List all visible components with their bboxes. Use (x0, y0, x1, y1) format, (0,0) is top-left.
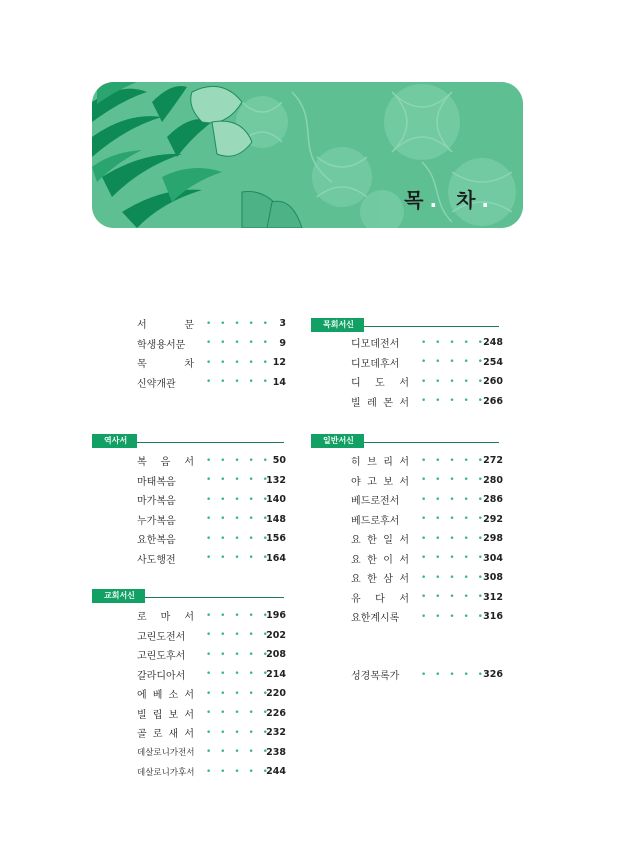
toc-entry-page: 232 (266, 727, 286, 738)
toc-entry-page: 220 (266, 688, 286, 699)
toc-entry-title: 로 마 서 (137, 612, 194, 623)
section-header-church (92, 583, 284, 598)
toc-entry-page: 12 (272, 357, 286, 368)
toc-entry-title: 복 음 서 (137, 457, 194, 468)
toc-entry-title: 디모데전서 (351, 339, 400, 350)
dot-leader: • • • • • (206, 708, 271, 718)
toc-entry (137, 626, 286, 645)
toc-entry-page: 292 (483, 513, 503, 525)
section-header-history (92, 428, 284, 443)
dot-leader: • • • • • (421, 494, 486, 505)
toc-entry-page: 266 (483, 395, 503, 407)
toc-entry-title: 마가복음 (137, 496, 176, 507)
title-banner (92, 82, 523, 228)
toc-entry-page: 9 (279, 337, 286, 349)
dot-leader: • • • • • (421, 514, 486, 524)
dot-leader: • • • • • (206, 318, 271, 329)
toc-entry-title: 사도행전 (137, 554, 176, 566)
toc-entry-page: 272 (483, 455, 503, 466)
toc-entry-page: 50 (272, 455, 286, 466)
toc-entry (137, 606, 286, 625)
toc-entry-title: 신약개관 (137, 378, 176, 390)
toc-entry (351, 372, 503, 391)
toc-entry (137, 490, 286, 509)
toc-entry-page: 308 (483, 572, 503, 583)
toc-entry-title: 고린도후서 (137, 651, 186, 662)
toc-entry-title: 요한복음 (137, 535, 176, 546)
toc-entry-page: 202 (266, 629, 286, 641)
dot-leader: • • • • • (206, 747, 271, 757)
toc-entry (351, 471, 503, 490)
toc-entry (351, 665, 503, 684)
toc-entry (137, 334, 286, 353)
toc-entry (137, 373, 286, 392)
toc-entry-title: 디 도 서 (351, 378, 409, 389)
section-label: 일반서신 (311, 434, 364, 448)
toc-entry-page: 304 (483, 552, 503, 564)
dot-leader: • • • • • (421, 455, 486, 466)
toc-entry-page: 196 (266, 610, 286, 621)
toc-entry (137, 529, 286, 548)
toc-entry-title: 서 문 (137, 320, 194, 331)
toc-entry (351, 451, 503, 470)
toc-entry-title: 목 차 (137, 359, 194, 370)
toc-entry (137, 549, 286, 568)
section-label: 교회서신 (92, 589, 145, 603)
toc-entry-title: 성경목록가 (351, 671, 400, 682)
dot-leader: • • • • • (421, 357, 486, 367)
section-label: 역사서 (92, 434, 137, 448)
dot-leader: • • • • • (206, 766, 271, 777)
toc-entry-page: 164 (266, 552, 286, 564)
section-header-general (311, 428, 499, 443)
toc-entry (137, 471, 286, 490)
toc-entry-title: 요 한 삼 서 (351, 574, 409, 585)
dot-leader: • • • • • (206, 553, 271, 563)
toc-entry-title: 유 다 서 (351, 593, 409, 605)
dot-leader: • • • • • (206, 649, 271, 660)
toc-entry-title: 요 한 일 서 (351, 535, 409, 546)
dot-leader: • • • • • (206, 494, 271, 505)
dot-leader: • • • • • (206, 630, 271, 640)
toc-entry (351, 353, 503, 372)
toc-entry-page: 3 (279, 318, 286, 329)
toc-entry-title: 데살로니가전서 (137, 748, 195, 758)
toc-entry-title: 디모데후서 (351, 358, 400, 370)
toc-entry (351, 490, 503, 509)
dot-leader: • • • • • (421, 669, 486, 680)
dot-leader: • • • • • (206, 338, 271, 348)
dot-leader: • • • • • (421, 376, 486, 387)
toc-entry-page: 238 (266, 746, 286, 758)
toc-entry (137, 743, 286, 762)
toc-entry-page: 286 (483, 494, 503, 505)
dot-leader: • • • • • (206, 357, 271, 368)
toc-entry-page: 214 (266, 668, 286, 680)
toc-entry-page: 260 (483, 376, 503, 387)
toc-entry (137, 451, 286, 470)
toc-entry-title: 고린도전서 (137, 631, 186, 643)
dot-leader: • • • • • (206, 475, 271, 485)
dot-leader: • • • • • (421, 572, 486, 583)
toc-entry (351, 392, 503, 411)
toc-entry-page: 248 (483, 337, 503, 348)
toc-entry-title: 에 베 소 서 (137, 690, 194, 701)
toc-entry-title: 베드로전서 (351, 496, 400, 507)
toc-entry-page: 226 (266, 707, 286, 719)
page-title: 목. 차. (404, 188, 495, 212)
dot-leader: • • • • • (206, 533, 271, 544)
toc-entry (137, 665, 286, 684)
toc-entry-title: 마태복음 (137, 476, 176, 488)
dot-leader: • • • • • (206, 377, 271, 387)
toc-entry-page: 156 (266, 533, 286, 544)
dot-leader: • • • • • (206, 727, 271, 738)
toc-entry-title: 빌 레 몬 서 (351, 397, 409, 409)
toc-entry-title: 갈라디아서 (137, 670, 186, 682)
toc-entry (351, 549, 503, 568)
toc-entry (351, 333, 503, 352)
section-header-pastoral (311, 312, 499, 327)
toc-entry-page: 208 (266, 649, 286, 660)
toc-entry-title: 요한계시록 (351, 613, 400, 624)
toc-entry (351, 510, 503, 529)
toc-entry-title: 빌 립 보 서 (137, 709, 194, 721)
dot-leader: • • • • • (206, 610, 271, 621)
toc-entry (351, 568, 503, 587)
toc-entry-page: 148 (266, 513, 286, 525)
dot-leader: • • • • • (206, 455, 271, 466)
toc-entry-page: 326 (483, 669, 503, 680)
toc-entry-page: 140 (266, 494, 286, 505)
dot-leader: • • • • • (206, 669, 271, 679)
toc-entry-title: 베드로후서 (351, 515, 400, 527)
dot-leader: • • • • • (421, 592, 486, 602)
dot-leader: • • • • • (421, 533, 486, 544)
toc-entry-title: 히 브 리 서 (351, 457, 409, 468)
toc-entry (137, 645, 286, 664)
toc-entry-title: 누가복음 (137, 515, 176, 527)
dot-leader: • • • • • (206, 688, 271, 699)
toc-entry-title: 골 로 새 서 (137, 729, 194, 740)
toc-entry-page: 132 (266, 474, 286, 486)
toc-entry (137, 723, 286, 742)
toc-entry-title: 요 한 이 서 (351, 554, 409, 566)
dot-leader: • • • • • (206, 514, 271, 524)
toc-entry (137, 510, 286, 529)
toc-entry (351, 607, 503, 626)
toc-entry-page: 14 (272, 376, 286, 388)
dot-leader: • • • • • (421, 475, 486, 485)
toc-entry-page: 280 (483, 474, 503, 486)
dot-leader: • • • • • (421, 553, 486, 563)
toc-entry (351, 588, 503, 607)
toc-entry-page: 312 (483, 591, 503, 603)
toc-entry (137, 314, 286, 333)
dot-leader: • • • • • (421, 337, 486, 348)
toc-entry (137, 762, 286, 781)
dot-leader: • • • • • (421, 611, 486, 622)
toc-entry (351, 529, 503, 548)
section-label: 목회서신 (311, 318, 364, 332)
toc-entry-page: 316 (483, 611, 503, 622)
toc-entry-title: 데살로니가후서 (137, 767, 195, 778)
toc-entry-page: 254 (483, 356, 503, 368)
toc-entry-page: 298 (483, 533, 503, 544)
toc-entry-page: 244 (266, 766, 286, 777)
dot-leader: • • • • • (421, 396, 486, 406)
toc-entry (137, 704, 286, 723)
toc-entry-title: 야 고 보 서 (351, 476, 409, 488)
toc-entry-title: 학생용서문 (137, 339, 186, 351)
toc-entry (137, 353, 286, 372)
toc-entry (137, 684, 286, 703)
